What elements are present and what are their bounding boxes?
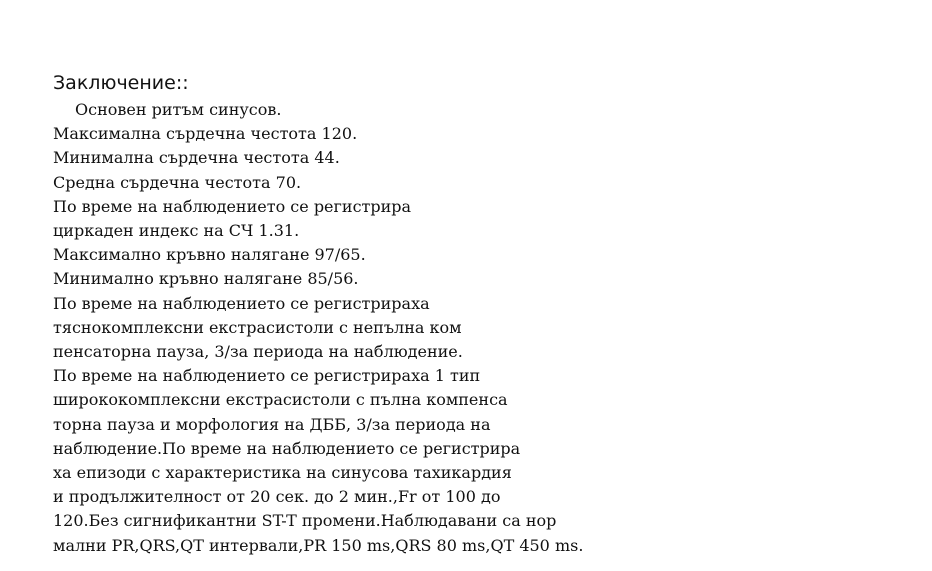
text-line: циркаден индекс на СЧ 1.31. xyxy=(53,221,300,241)
text-line: Основен ритъм синусов. xyxy=(75,100,282,119)
text-line: наблюдение.По време на наблюдението се регистрира xyxy=(53,438,521,458)
conclusion-text xyxy=(53,98,913,558)
text-line: По време на наблюдението се регистрираха 1 тип xyxy=(53,366,481,386)
text-line: тяснокомплексни екстрасистоли с непълна ком xyxy=(53,317,462,337)
text-line: По време на наблюдението се регистрира xyxy=(53,196,412,216)
document-body xyxy=(53,70,913,558)
text-line: Максимална сърдечна честота 120. xyxy=(53,124,358,144)
text-line: ха епизоди с характеристика на синусова тахикардия xyxy=(53,463,512,483)
text-line: Максимално кръвно налягане 97/65. xyxy=(53,245,366,265)
text-line: торна пауза и морфология на ДББ, 3/за периода на xyxy=(53,414,491,434)
text-line: Средна сърдечна честота 70. xyxy=(53,172,302,192)
text-line: По време на наблюдението се регистрираха xyxy=(53,293,430,313)
text-line: мални PR,QRS,QT интервали,PR 150 ms,QRS 80 ms,QT 450 ms. xyxy=(53,535,584,555)
text-line: Минимална сърдечна честота 44. xyxy=(53,148,340,168)
text-line: 120.Без сигнификантни ST-T промени.Наблюдавани са нор xyxy=(53,511,557,531)
text-line: Минимално кръвно налягане 85/56. xyxy=(53,269,359,289)
text-line: пенсаторна пауза, 3/за периода на наблюдение. xyxy=(53,342,463,362)
text-line: ширококомплексни екстрасистоли с пълна компенса xyxy=(53,390,508,410)
conclusion-heading: Заключение:: xyxy=(53,72,189,94)
text-line: и продължителност от 20 сек. до 2 мин.,Fr от 100 до xyxy=(53,487,501,507)
